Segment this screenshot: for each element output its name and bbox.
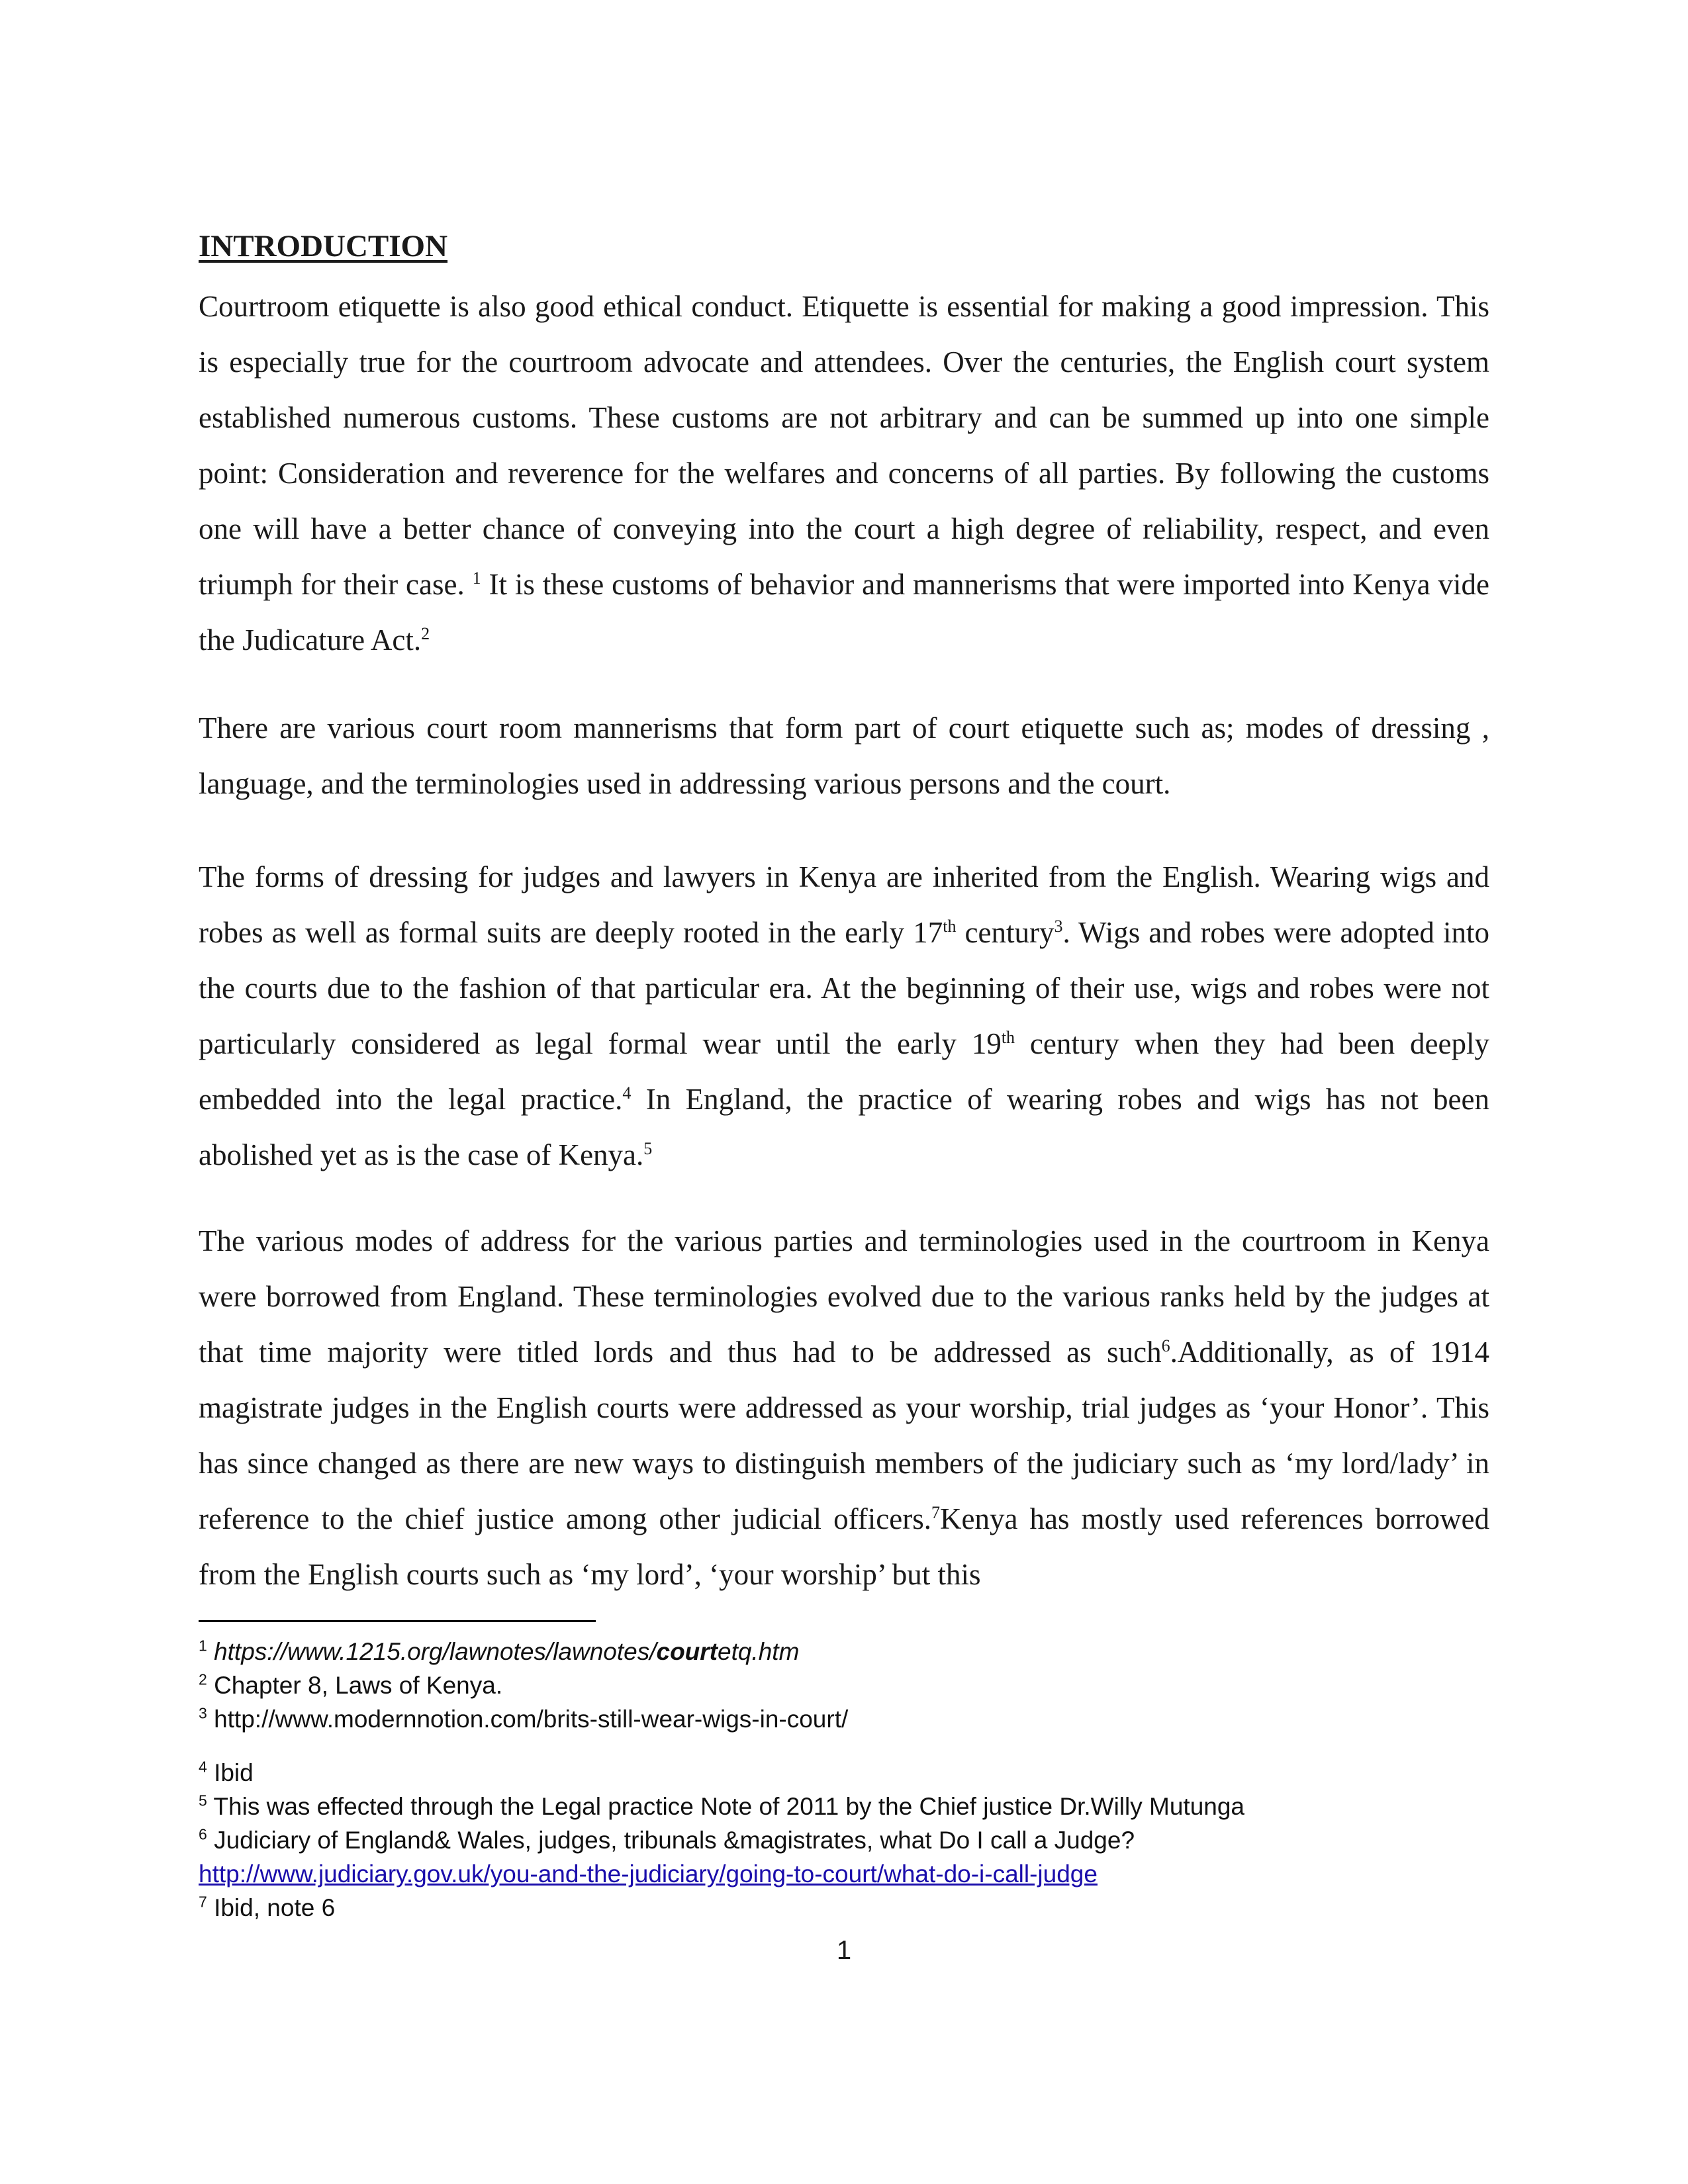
footnote-number: 4 bbox=[199, 1758, 207, 1776]
footnote-ref-7[interactable]: 7 bbox=[931, 1503, 940, 1522]
footnote-ref-2[interactable]: 2 bbox=[421, 624, 430, 643]
footnote-ref-3[interactable]: 3 bbox=[1054, 917, 1063, 936]
footnote-url bbox=[214, 1638, 799, 1665]
footnote-ref-1[interactable]: 1 bbox=[472, 569, 481, 588]
footnote-text: Chapter 8, Laws of Kenya. bbox=[214, 1672, 503, 1699]
footnote-separator bbox=[199, 1620, 596, 1622]
paragraph-text: century bbox=[956, 916, 1055, 949]
ordinal-suffix: th bbox=[943, 917, 957, 936]
footnote-number: 1 bbox=[199, 1637, 207, 1655]
footnote-gap bbox=[199, 1736, 1489, 1756]
footnote-3 bbox=[199, 1702, 1489, 1736]
paragraph-text: In England, the practice of wearing robes and wigs has not been abolished yet as is the case of Kenya. bbox=[199, 1083, 1489, 1171]
footnote-number: 6 bbox=[199, 1825, 207, 1843]
paragraph-text: century when they had been deeply embedded into the legal practice. bbox=[199, 1027, 1489, 1116]
footnote-url-bold: court bbox=[656, 1638, 718, 1665]
page-number: 1 bbox=[836, 1936, 852, 1965]
footnote-6-link-line bbox=[199, 1857, 1489, 1891]
footnote-text: Ibid, note 6 bbox=[214, 1894, 336, 1921]
paragraph-4 bbox=[199, 1213, 1489, 1602]
paragraph-text: The forms of dressing for judges and lawyers in Kenya are inherited from the English. Wearing wigs and robes as well as formal suits are deeply rooted in the early 17 bbox=[199, 860, 1489, 949]
section-heading: INTRODUCTION bbox=[199, 229, 448, 263]
footnote-text: Ibid bbox=[214, 1759, 254, 1786]
footnote-ref-4[interactable]: 4 bbox=[622, 1083, 632, 1103]
footnote-ref-6[interactable]: 6 bbox=[1161, 1336, 1170, 1355]
paragraph-text: . Wigs and robes were adopted into the courts due to the fashion of that particular era. At the beginning of their use, wigs and robes were not particularly considered as legal formal wear until the early 19 bbox=[199, 916, 1489, 1060]
footnote-url-part: https://www.1215.org/lawnotes/lawnotes/ bbox=[214, 1638, 657, 1665]
footnote-7 bbox=[199, 1891, 1489, 1925]
footnote-text: http://www.modernnotion.com/brits-still-wear-wigs-in-court/ bbox=[214, 1706, 849, 1733]
paragraph-text: It is these customs of behavior and mannerisms that were imported into Kenya vide the Judicature Act. bbox=[199, 568, 1490, 657]
paragraph-1 bbox=[199, 279, 1489, 668]
footnote-2 bbox=[199, 1668, 1489, 1702]
paragraph-text: The various modes of address for the various parties and terminologies used in the courtroom in Kenya were borrowed from England. These terminologies evolved due to the various ranks held by the judges at that time majority were titled lords and thus had to be addressed as such bbox=[199, 1224, 1489, 1369]
paragraph-2 bbox=[199, 700, 1489, 811]
footnote-4 bbox=[199, 1756, 1489, 1790]
footnote-1 bbox=[199, 1635, 1489, 1668]
footnote-number: 3 bbox=[199, 1704, 207, 1722]
paragraph-text: Courtroom etiquette is also good ethical conduct. Etiquette is essential for making a good impression. This is especially true for the courtroom advocate and attendees. Over the centuries, the English court system established numerous customs. These customs are not arbitrary and can be summed up into one simple point: Consideration and reverence for the welfares and concerns of all parties. By following the customs one will have a better chance of conveying into the court a high degree of reliability, respect, and even triumph for their case. bbox=[199, 290, 1489, 601]
footnote-link[interactable]: http://www.judiciary.gov.uk/you-and-the-judiciary/going-to-court/what-do-i-call-judge bbox=[199, 1860, 1098, 1888]
footnote-ref-5[interactable]: 5 bbox=[643, 1139, 653, 1158]
footnote-text: Judiciary of England& Wales, judges, tribunals &magistrates, what Do I call a Judge? bbox=[214, 1827, 1135, 1854]
paragraph-text: There are various court room mannerisms that form part of court etiquette such as; modes of dressing , language, and the terminologies used in addressing various persons and the court. bbox=[199, 711, 1489, 800]
paragraph-text: .Additionally, as of 1914 magistrate judges in the English courts were addressed as your worship, trial judges as ‘your Honor’. This has since changed as there are new ways to distinguish members of the judiciary such as ‘my lord/lady’ in reference to the chief justice among other judicial officers. bbox=[199, 1336, 1489, 1535]
footnote-number: 7 bbox=[199, 1893, 207, 1911]
paragraph-3 bbox=[199, 849, 1489, 1183]
footnote-url-part: etq.htm bbox=[718, 1638, 800, 1665]
footnotes bbox=[199, 1635, 1489, 1925]
footnote-number: 5 bbox=[199, 1792, 207, 1809]
footnote-number: 2 bbox=[199, 1670, 207, 1688]
footnote-text: This was effected through the Legal practice Note of 2011 by the Chief justice Dr.Willy Mutunga bbox=[213, 1793, 1244, 1820]
ordinal-suffix: th bbox=[1001, 1028, 1015, 1047]
footnote-6 bbox=[199, 1823, 1489, 1857]
paragraph-text: Kenya has mostly used references borrowed from the English courts such as ‘my lord’, ‘your worship’ but this bbox=[199, 1502, 1489, 1591]
footnote-5 bbox=[199, 1790, 1489, 1823]
